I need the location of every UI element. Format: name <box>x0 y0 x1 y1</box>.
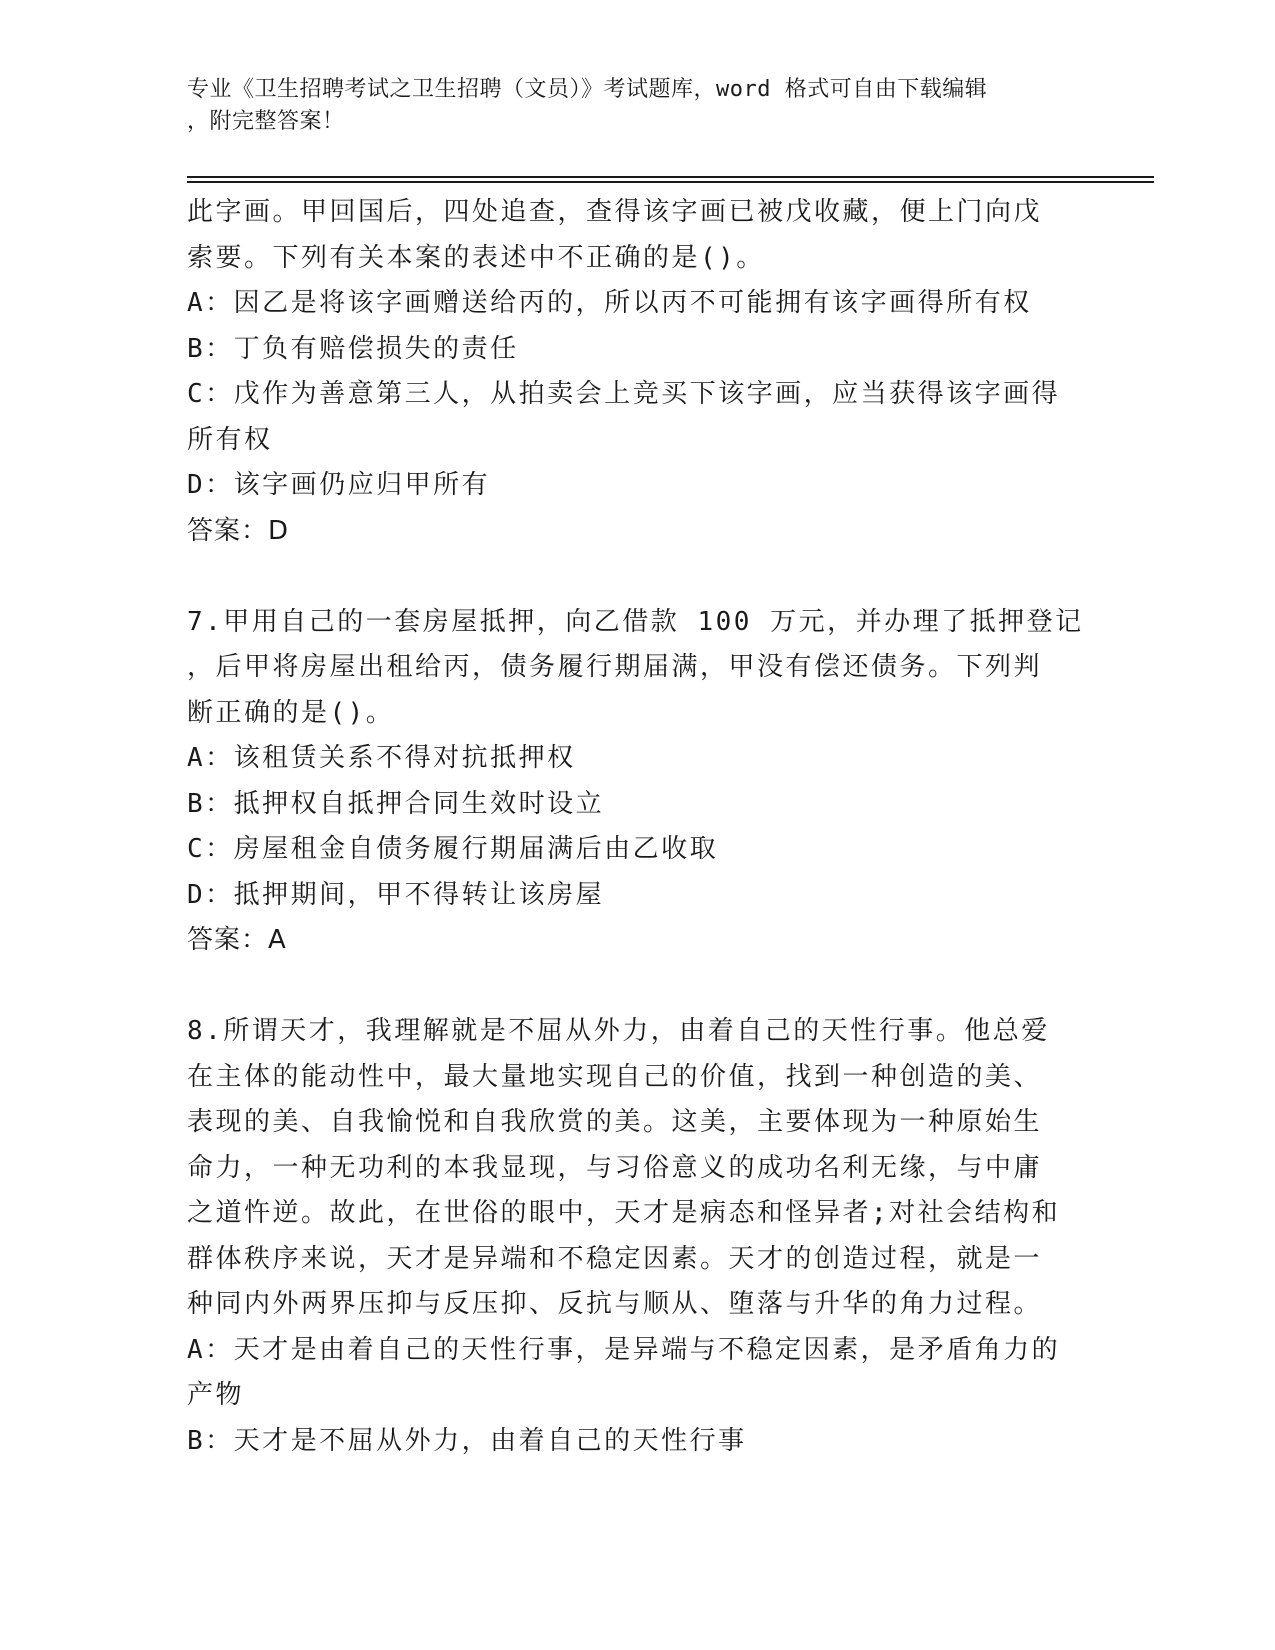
q6-stem-line-2: 索要。下列有关本案的表述中不正确的是()。 <box>187 242 765 273</box>
q7-stem-line-3: 断正确的是()。 <box>187 697 395 728</box>
question-8 <box>187 1009 1087 1464</box>
header-rule-bottom <box>187 181 1154 183</box>
question-7 <box>187 600 1087 964</box>
q8-stem-line-7: 种同内外两界压抑与反压抑、反抗与顺从、堕落与升华的角力过程。 <box>187 1289 1043 1319</box>
q6-option-a: A：因乙是将该字画赠送给丙的，所以丙不可能拥有该字画得所有权 <box>187 288 1032 318</box>
q7-option-d: D：抵押期间，甲不得转让该房屋 <box>187 879 605 910</box>
q7-stem-line-1: 7.甲用自己的一套房屋抵押，向乙借款 100 万元，并办理了抵押登记 <box>187 606 1084 637</box>
q8-option-a-line-2: 产物 <box>187 1380 245 1410</box>
spacer <box>187 554 1087 600</box>
q8-option-a-line-1: A：天才是由着自己的天性行事，是异端与不稳定因素，是矛盾角力的 <box>187 1334 1061 1365</box>
q6-answer: 答案：D <box>187 515 290 546</box>
q7-option-c: C：房屋租金自债务履行期届满后由乙收取 <box>187 834 719 864</box>
header-rule-top <box>187 176 1154 178</box>
question-6 <box>187 190 1087 554</box>
q7-answer: 答案：A <box>187 925 287 955</box>
document-header <box>187 74 1067 138</box>
q7-option-b: B：抵押权自抵押合同生效时设立 <box>187 788 605 819</box>
q8-stem-line-6: 群体秩序来说，天才是异端和不稳定因素。天才的创造过程，就是一 <box>187 1243 1043 1274</box>
q6-option-c-line-1: C：戊作为善意第三人，从拍卖会上竞买下该字画，应当获得该字画得 <box>187 379 1061 409</box>
spacer <box>187 964 1087 1010</box>
document-body <box>187 190 1087 1464</box>
q8-stem-line-1: 8.所谓天才，我理解就是不屈从外力，由着自己的天性行事。他总爱 <box>187 1016 1050 1046</box>
q8-option-b: B：天才是不屈从外力，由着自己的天性行事 <box>187 1425 747 1456</box>
q8-stem-line-5: 之道忤逆。故此，在世俗的眼中，天才是病态和怪异者;对社会结构和 <box>187 1198 1061 1228</box>
q6-option-d: D：该字画仍应归甲所有 <box>187 470 491 500</box>
q7-stem-line-2: ，后甲将房屋出租给丙，债务履行期届满，甲没有偿还债务。下列判 <box>187 652 1043 682</box>
q7-option-a: A：该租赁关系不得对抗抵押权 <box>187 743 576 773</box>
q6-option-b: B：丁负有赔偿损失的责任 <box>187 333 519 364</box>
q6-option-c-line-2: 所有权 <box>187 424 273 455</box>
header-line-2: ，附完整答案！ <box>187 109 345 134</box>
q6-stem-line-1: 此字画。甲回国后，四处追查，查得该字画已被戊收藏，便上门向戊 <box>187 197 1043 227</box>
q8-stem-line-2: 在主体的能动性中，最大量地实现自己的价值，找到一种创造的美、 <box>187 1061 1043 1092</box>
header-line-1: 专业《卫生招聘考试之卫生招聘（文员）》考试题库，word 格式可自由下载编辑 <box>187 77 988 102</box>
q8-stem-line-4: 命力，一种无功利的本我显现，与习俗意义的成功名利无缘，与中庸 <box>187 1152 1043 1183</box>
q8-stem-line-3: 表现的美、自我愉悦和自我欣赏的美。这美，主要体现为一种原始生 <box>187 1107 1043 1137</box>
